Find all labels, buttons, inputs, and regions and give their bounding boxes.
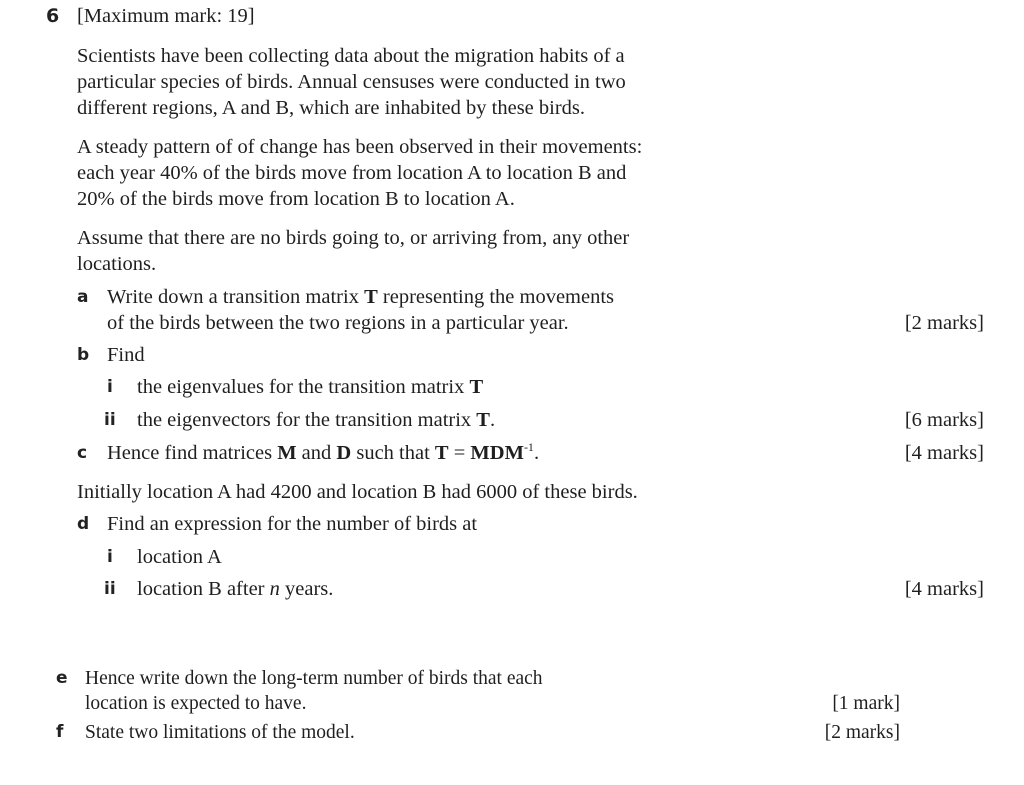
part-f-marks: [2 marks]	[824, 722, 900, 743]
part-c-matrix-mdm: MDM	[470, 442, 524, 464]
intro-1-line-2: particular species of birds. Annual censuses were conducted in two	[77, 71, 626, 93]
part-c-mid1: and	[296, 442, 337, 464]
part-b-ii-post: .	[489, 409, 496, 431]
part-d-ii-post: years.	[279, 578, 334, 600]
part-b-text: Find	[107, 344, 145, 366]
part-e-text	[85, 666, 543, 716]
intro-3-line-1: Assume that there are no birds going to, or arriving from, any other	[77, 227, 630, 249]
part-c-post: .	[533, 442, 540, 464]
part-d-ii-pre: location B after	[137, 578, 270, 600]
intro-2-line-3: 20% of the birds move from location B to location A.	[77, 188, 515, 210]
part-b-ii-label: ii	[104, 410, 116, 430]
part-c-inverse-sup: -1	[523, 440, 534, 455]
part-d-text: Find an expression for the number of birds at	[107, 513, 478, 535]
part-b-i-text	[137, 374, 483, 400]
intro-3-line-2: locations.	[77, 253, 157, 275]
part-d-ii-text	[137, 576, 333, 602]
part-c-pre: Hence find matrices	[107, 442, 278, 464]
max-mark: [Maximum mark: 19]	[77, 5, 255, 27]
part-b-i-label: i	[107, 377, 113, 397]
part-b-ii-pre: the eigenvectors for the transition matrix	[137, 409, 477, 431]
intro-paragraph-2	[77, 134, 642, 212]
part-d-ii-var-n: n	[269, 578, 280, 600]
part-a-line1-post: representing the movements	[377, 286, 615, 308]
part-b-i-matrix-t: T	[469, 376, 484, 398]
part-c-equals: =	[448, 442, 471, 464]
initial-condition: Initially location A had 4200 and location B had 6000 of these birds.	[77, 481, 638, 503]
part-b-marks: [6 marks]	[904, 409, 984, 431]
part-b-ii-text	[137, 407, 495, 433]
part-c-label: c	[77, 443, 88, 463]
part-a-line-2: of the birds between the two regions in a particular year.	[107, 312, 569, 334]
question-number: 6	[46, 5, 60, 27]
part-b-label: b	[77, 345, 90, 365]
part-c-matrix-d: D	[336, 442, 352, 464]
part-e-label: e	[56, 668, 68, 688]
part-d-i-label: i	[107, 547, 113, 567]
intro-2-line-2: each year 40% of the birds move from location A to location B and	[77, 162, 627, 184]
intro-paragraph-1	[77, 43, 626, 121]
part-c-marks: [4 marks]	[904, 442, 984, 464]
part-d-i-text: location A	[137, 546, 222, 568]
part-e-line-2: location is expected to have.	[85, 693, 307, 714]
part-e-line-1: Hence write down the long-term number of birds that each	[85, 668, 543, 689]
part-b-i-pre: the eigenvalues for the transition matrix	[137, 376, 470, 398]
part-a-label: a	[77, 287, 89, 307]
part-b-ii-matrix-t: T	[476, 409, 490, 431]
intro-1-line-1: Scientists have been collecting data about the migration habits of a	[77, 45, 625, 67]
part-e-marks: [1 mark]	[832, 693, 900, 714]
part-a-marks: [2 marks]	[904, 312, 984, 334]
part-d-label: d	[77, 514, 90, 534]
intro-paragraph-3	[77, 225, 629, 277]
part-f-text: State two limitations of the model.	[85, 722, 355, 743]
part-a-matrix-t: T	[364, 286, 378, 308]
part-a-line-1	[107, 284, 614, 310]
part-c-mid2: such that	[351, 442, 435, 464]
part-a-line1-pre: Write down a transition matrix	[107, 286, 365, 308]
part-c-matrix-m: M	[277, 442, 297, 464]
intro-2-line-1: A steady pattern of of change has been observed in their movements:	[77, 136, 643, 158]
part-d-marks: [4 marks]	[904, 578, 984, 600]
part-c-text	[107, 440, 539, 466]
part-a-text	[107, 284, 614, 336]
part-d-ii-label: ii	[104, 579, 116, 599]
part-f-label: f	[56, 722, 64, 742]
part-c-matrix-t: T	[434, 442, 449, 464]
intro-1-line-3: different regions, A and B, which are inhabited by these birds.	[77, 97, 586, 119]
